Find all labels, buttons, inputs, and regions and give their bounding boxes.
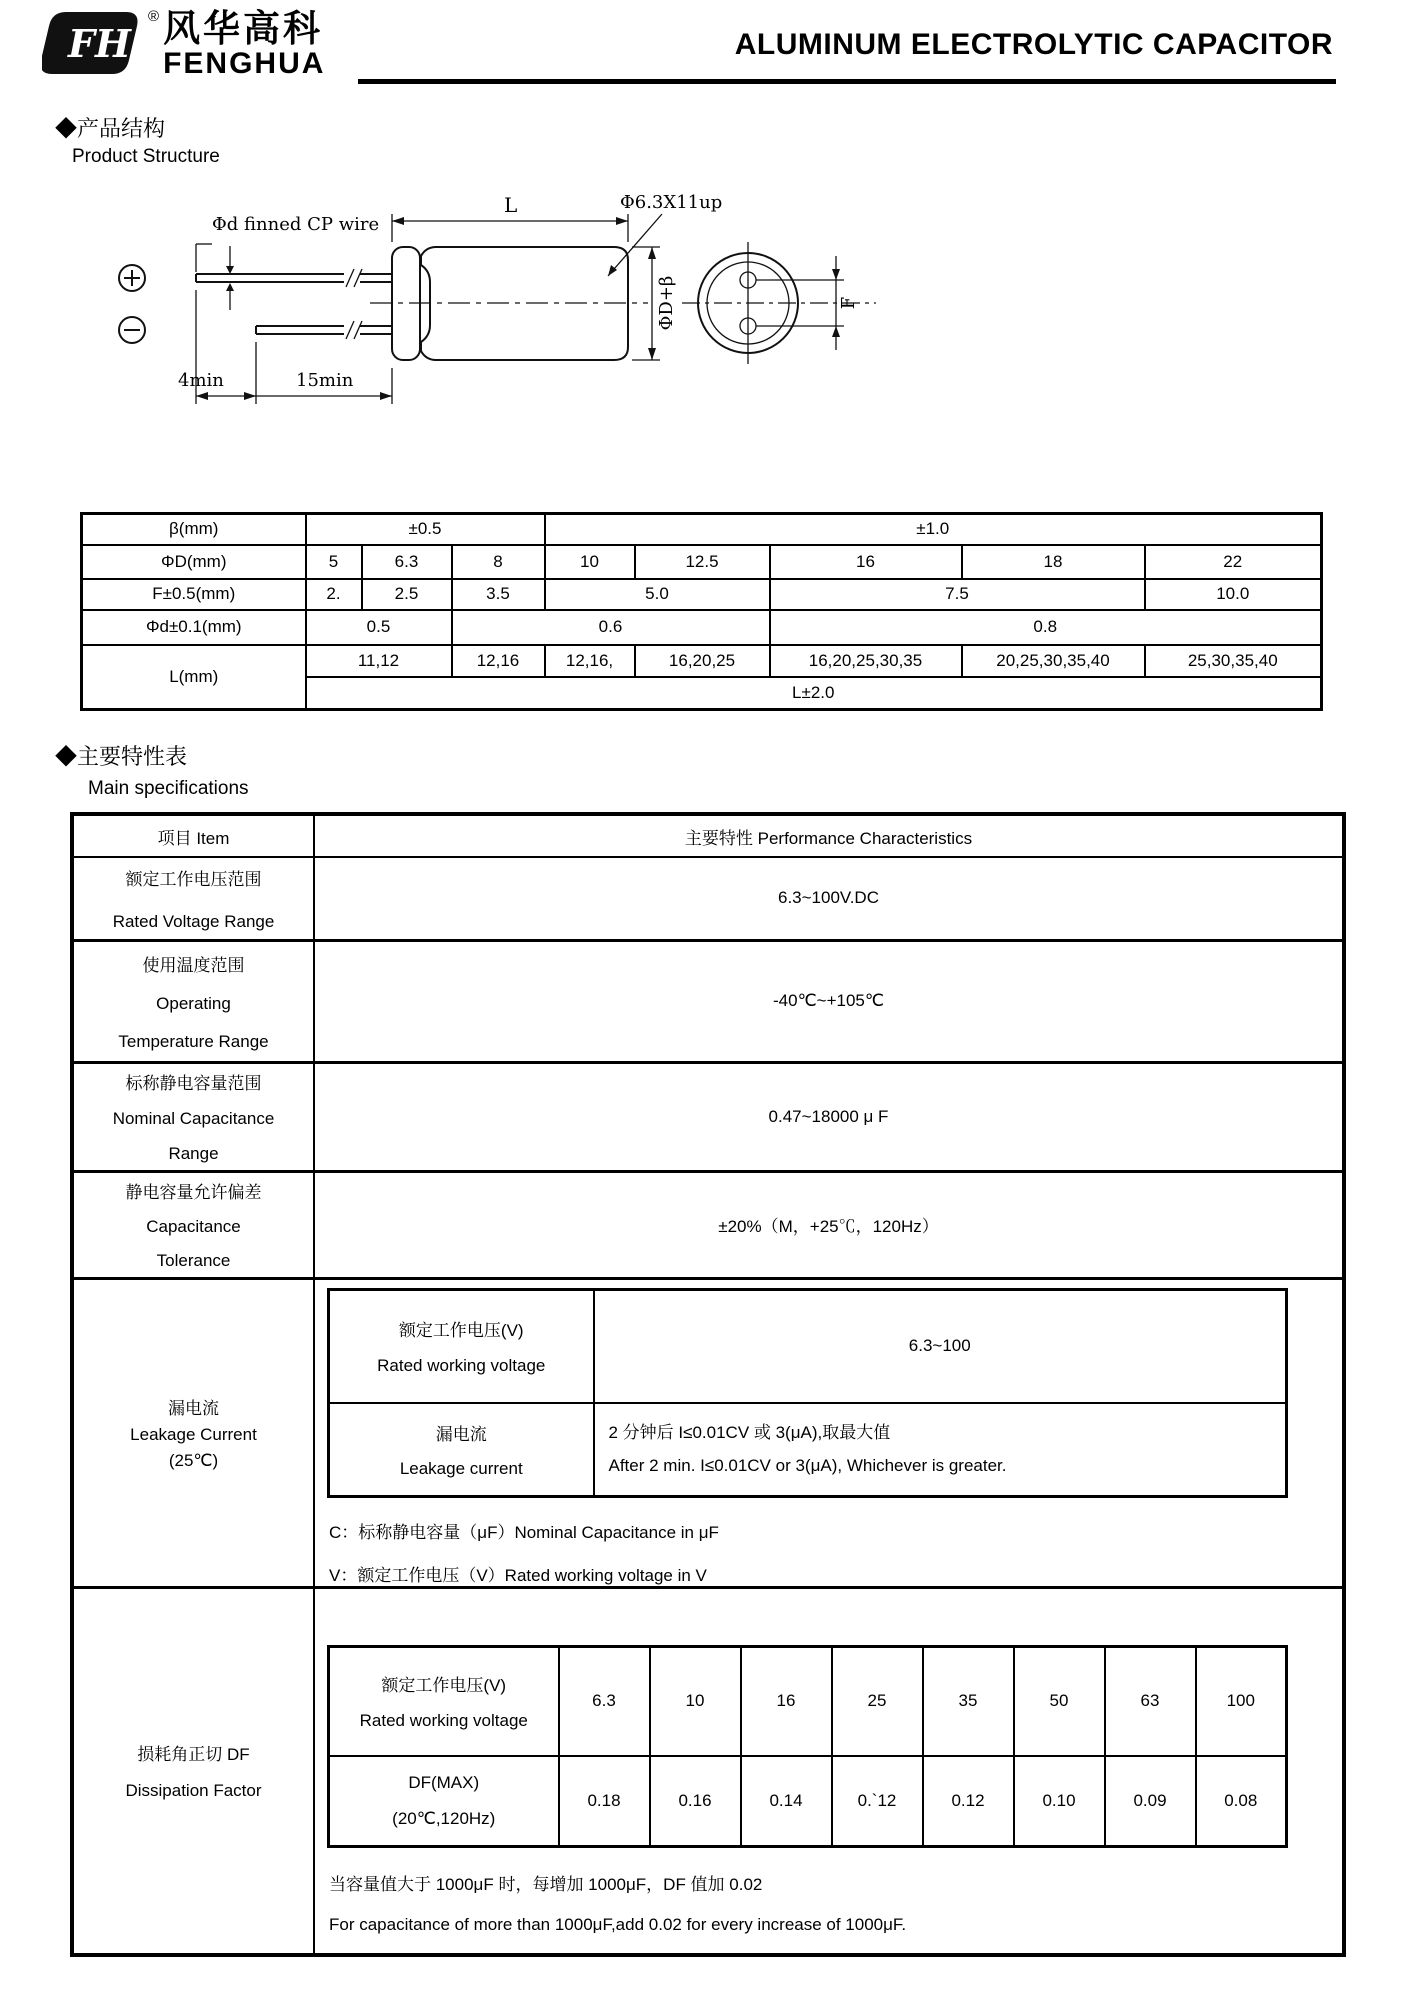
- table-row: [72, 814, 1344, 857]
- header-rule: [358, 79, 1336, 84]
- column-header-item: 项目 Item: [72, 814, 314, 857]
- inner-label-leakage-current: 漏电流 Leakage current: [329, 1403, 594, 1496]
- svg-text:FH: FH: [68, 21, 131, 66]
- dim-cell: 0.5: [306, 610, 452, 645]
- row-label: F±0.5(mm): [82, 579, 306, 610]
- operating-temperature-value: -40℃~+105℃: [314, 940, 1344, 1062]
- column-header-performance: 主要特性 Performance Characteristics: [314, 814, 1344, 857]
- dim-cell: 12,16,: [545, 645, 635, 677]
- negative-lead: [256, 321, 392, 339]
- dim-cell: 16,20,25: [635, 645, 770, 677]
- table-row: [72, 1062, 1344, 1171]
- registered-trademark-icon: ®: [148, 8, 160, 25]
- section-main-specs-en: Main specifications: [88, 778, 249, 799]
- dim-cell: 18: [962, 545, 1145, 579]
- table-row: [82, 545, 1322, 579]
- section-product-structure-en: Product Structure: [72, 146, 220, 167]
- row-label-dissipation-factor: 损耗角正切 DF Dissipation Factor: [72, 1587, 314, 1955]
- dim-cell: L±2.0: [306, 677, 1322, 710]
- diameter-label: ΦD+β: [656, 275, 677, 331]
- row-label-leakage-current: 漏电流 Leakage Current (25℃): [72, 1278, 314, 1587]
- min15-label: 15min: [296, 370, 354, 391]
- table-row: [72, 940, 1344, 1062]
- table-row: [72, 857, 1344, 940]
- dissipation-factor-inner-table: [327, 1645, 1288, 1848]
- dim-cell: 10.0: [1145, 579, 1322, 610]
- row-label: L(mm): [82, 645, 306, 710]
- row-label: ΦD(mm): [82, 545, 306, 579]
- length-label: L: [504, 193, 518, 217]
- row-label-nominal-capacitance: 标称静电容量范围 Nominal Capacitance Range: [72, 1062, 314, 1171]
- table-row: [82, 579, 1322, 610]
- logo-latin-name: FENGHUA: [163, 47, 326, 80]
- capacitor-side-view: [370, 247, 648, 360]
- row-label-capacitance-tolerance: 静电容量允许偏差 Capacitance Tolerance: [72, 1171, 314, 1278]
- table-row: [82, 610, 1322, 645]
- lead-length-dimensions: [196, 290, 392, 404]
- df-note-zh: 当容量值大于 1000μF 时，每增加 1000μF，DF 值加 0.02: [329, 1874, 763, 1894]
- dim-cell: 11,12: [306, 645, 452, 677]
- table-row: [72, 1587, 1344, 1955]
- dim-cell: 25,30,35,40: [1145, 645, 1322, 677]
- lead-wire-label: Φd finned CP wire: [212, 214, 380, 235]
- table-row: [82, 514, 1322, 545]
- leakage-note-c: C：标称静电容量（μF）Nominal Capacitance in μF: [329, 1522, 719, 1542]
- df-voltage: 25: [832, 1646, 923, 1756]
- df-note-en: For capacitance of more than 1000μF,add 0.02 for every increase of 1000μF.: [329, 1914, 907, 1934]
- dim-cell: 22: [1145, 545, 1322, 579]
- page-title: ALUMINUM ELECTROLYTIC CAPACITOR: [734, 28, 1333, 61]
- positive-lead: [196, 269, 392, 287]
- dim-cell: 16: [770, 545, 962, 579]
- dim-cell: 12.5: [635, 545, 770, 579]
- df-value: 0.16: [650, 1756, 741, 1846]
- df-value: 0.`12: [832, 1756, 923, 1846]
- dim-cell: 5: [306, 545, 362, 579]
- row-label: β(mm): [82, 514, 306, 545]
- table-row: [72, 1171, 1344, 1278]
- df-voltage: 35: [923, 1646, 1014, 1756]
- dim-cell: 0.6: [452, 610, 770, 645]
- df-value: 0.08: [1196, 1756, 1287, 1846]
- dim-cell: 12,16: [452, 645, 545, 677]
- table-row: [72, 1278, 1344, 1587]
- df-voltage: 63: [1105, 1646, 1196, 1756]
- table-row: [329, 1756, 1287, 1846]
- dim-cell: 7.5: [770, 579, 1145, 610]
- section-product-structure-zh: ◆产品结构: [55, 116, 166, 141]
- lead-pitch-label: F: [838, 296, 859, 310]
- table-row: [82, 645, 1322, 677]
- dim-cell: 8: [452, 545, 545, 579]
- table-row: [329, 1403, 1287, 1496]
- leakage-current-cell: [314, 1278, 1344, 1587]
- dim-cell: 2.5: [362, 579, 452, 610]
- row-label-operating-temperature: 使用温度范围 Operating Temperature Range: [72, 940, 314, 1062]
- inner-label-rated-voltage: 额定工作电压(V) Rated working voltage: [329, 1289, 594, 1403]
- section-main-specs-zh: ◆主要特性表: [55, 744, 188, 769]
- df-value: 0.12: [923, 1756, 1014, 1846]
- dim-cell: 20,25,30,35,40: [962, 645, 1145, 677]
- table-row: [329, 1646, 1287, 1756]
- df-value: 0.09: [1105, 1756, 1196, 1846]
- dim-cell: 10: [545, 545, 635, 579]
- fenghua-logo-mark: [42, 10, 146, 76]
- df-value: 0.10: [1014, 1756, 1105, 1846]
- capacitor-structure-diagram: [100, 190, 1260, 490]
- capacitance-tolerance-value: ±20%（M，+25℃，120Hz）: [314, 1171, 1344, 1278]
- nominal-capacitance-value: 0.47~18000 μ F: [314, 1062, 1344, 1171]
- dim-cell: 3.5: [452, 579, 545, 610]
- df-voltage: 6.3: [559, 1646, 650, 1756]
- df-value: 0.14: [741, 1756, 832, 1846]
- row-label: Φd±0.1(mm): [82, 610, 306, 645]
- header-logo: [42, 10, 325, 79]
- dim-cell: ±0.5: [306, 514, 545, 545]
- inner-label-rated-voltage: 额定工作电压(V) Rated working voltage: [329, 1646, 559, 1756]
- dim-cell: 2.: [306, 579, 362, 610]
- dim-cell: 5.0: [545, 579, 770, 610]
- main-specifications-table: [70, 812, 1346, 1957]
- length-dimension: [392, 214, 628, 242]
- dimension-table: [80, 512, 1323, 711]
- dim-cell: 6.3: [362, 545, 452, 579]
- polarity-plus-icon: [119, 265, 145, 291]
- dim-cell: 16,20,25,30,35: [770, 645, 962, 677]
- lead-diameter-dimension: [196, 244, 234, 310]
- inner-rated-voltage-value: 6.3~100: [594, 1289, 1287, 1403]
- polarity-minus-icon: [119, 317, 145, 343]
- leakage-current-inner-table: [327, 1288, 1288, 1498]
- df-voltage: 16: [741, 1646, 832, 1756]
- min4-label: 4min: [178, 370, 224, 391]
- leakage-note-v: V：额定工作电压（V）Rated working voltage in V: [329, 1565, 707, 1585]
- dim-cell: ±1.0: [545, 514, 1322, 545]
- df-value: 0.18: [559, 1756, 650, 1846]
- table-row: [329, 1289, 1287, 1403]
- logo-chinese-name: 风华高科: [163, 8, 324, 49]
- rated-voltage-value: 6.3~100V.DC: [314, 857, 1344, 940]
- inner-label-df-max: DF(MAX) (20℃,120Hz): [329, 1756, 559, 1846]
- df-voltage: 50: [1014, 1646, 1105, 1756]
- dissipation-factor-cell: [314, 1587, 1344, 1955]
- leakage-current-spec: 2 分钟后 I≤0.01CV 或 3(μA),取最大值 After 2 min. I≤0.01CV or 3(μA), Whichever is greater.: [594, 1403, 1287, 1496]
- sleeve-label: Φ6.3X11up: [620, 192, 723, 213]
- row-label-rated-voltage: 额定工作电压范围 Rated Voltage Range: [72, 857, 314, 940]
- dim-cell: 0.8: [770, 610, 1322, 645]
- df-voltage: 100: [1196, 1646, 1287, 1756]
- df-voltage: 10: [650, 1646, 741, 1756]
